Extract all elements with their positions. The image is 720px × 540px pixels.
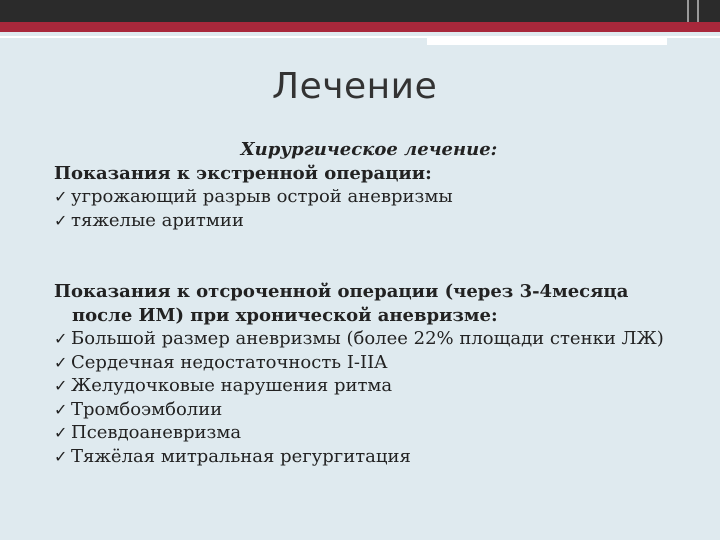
top-divider-line xyxy=(697,0,699,22)
section-heading-delayed: Показания к отсроченной операции (через 3-4месяца после ИМ) при хронической аневризме: xyxy=(54,281,629,326)
top-red-band xyxy=(0,22,720,32)
list-item xyxy=(54,398,684,422)
checkmark-icon: ✓ xyxy=(54,352,68,372)
list-item xyxy=(54,209,684,233)
list-item xyxy=(54,351,684,375)
list-item xyxy=(54,445,684,469)
list-item xyxy=(54,374,684,398)
checkmark-icon: ✓ xyxy=(54,376,68,395)
list-item xyxy=(54,185,684,209)
checkmark-icon: ✓ xyxy=(54,187,68,206)
section-heading-emergency: Показания к экстренной операции: xyxy=(54,162,432,184)
list-item-text: Тяжёлая митральная регургитация xyxy=(71,445,411,467)
subtitle: Хирургическое лечение: xyxy=(240,139,498,160)
list-item xyxy=(54,327,684,351)
list-item-text: Большой размер аневризмы (более 22% площади стенки ЛЖ) xyxy=(71,328,664,349)
list-item-text: Желудочковые нарушения ритма xyxy=(71,375,393,396)
checkmark-icon: ✓ xyxy=(54,399,68,419)
list-item-text: Псевдоаневризма xyxy=(71,422,242,443)
slide-title: Лечение xyxy=(272,66,438,107)
checkmark-icon: ✓ xyxy=(54,329,68,348)
list-item xyxy=(54,421,684,445)
checkmark-icon: ✓ xyxy=(54,210,68,230)
top-divider-line xyxy=(687,0,689,22)
slide-content xyxy=(54,138,684,468)
list-item-text: угрожающий разрыв острой аневризмы xyxy=(71,186,453,207)
checkmark-icon: ✓ xyxy=(54,423,68,442)
header-tab-decoration xyxy=(427,38,667,45)
top-dark-bar xyxy=(0,0,720,22)
list-item-text: тяжелые аритмии xyxy=(71,209,244,231)
list-item-text: Тромбоэмболии xyxy=(71,398,223,420)
list-item-text: Сердечная недостаточность I-IIA xyxy=(71,351,388,373)
checkmark-icon: ✓ xyxy=(54,446,68,466)
